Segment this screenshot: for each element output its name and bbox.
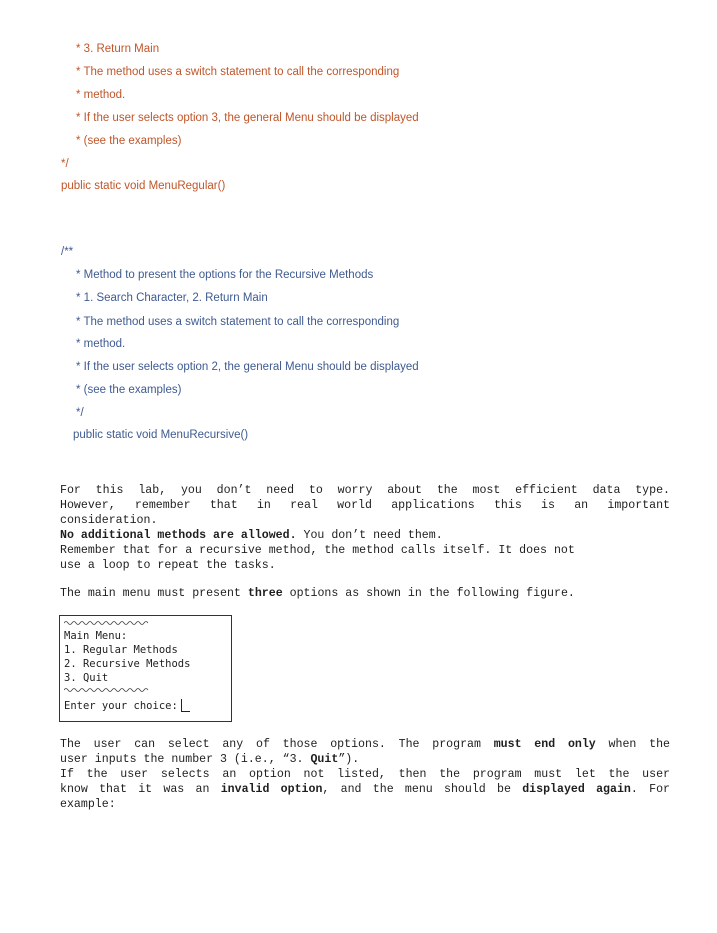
code-comment-line: * 1. Search Character, 2. Return Main [76,292,268,304]
bold-text: three [247,587,283,600]
text-line [60,737,670,752]
text-fragment: , and the menu should be [322,783,523,796]
squiggle-divider-icon [64,620,150,625]
code-comment-line: */ [76,407,84,419]
console-prompt-text: Enter your choice: [64,700,178,712]
text-line: Remember that for a recursive method, the method calls itself. It does not [60,544,575,557]
code-comment-line: * If the user selects option 3, the general Menu should be displayed [76,112,419,124]
code-comment-line: * method. [76,89,126,101]
bold-text: No additional methods are allowed. [60,529,297,542]
text-line [60,586,670,601]
console-menu-title: Main Menu: [64,630,128,642]
code-comment-close: */ [61,158,69,170]
text-fragment: You don’t need them. [296,529,443,542]
text-fragment: . For [630,783,670,796]
code-comment-open: /** [61,246,74,258]
instructions-paragraph [60,483,670,573]
code-comment-line: * method. [76,338,126,350]
text-fragment: when the [595,738,671,751]
text-line: consideration. [60,514,158,527]
text-fragment: know that it was an [60,783,221,796]
text-fragment: The user can select any of those options. The program [60,738,494,751]
bold-text: Quit [310,753,339,766]
text-fragment: options as shown in the following figure. [282,587,575,600]
text-cursor-icon [181,699,190,712]
text-fragment: The main menu must present [60,587,248,600]
code-comment-line: * (see the examples) [76,384,182,396]
user-input-paragraph [60,737,670,812]
text-line: For this lab, you don’t need to worry about the most efficient data type. [60,484,670,497]
text-line: example: [60,798,116,811]
squiggle-divider-icon [64,687,150,692]
console-option-recursive: 2. Recursive Methods [64,658,191,670]
bold-text: displayed again [522,783,631,796]
text-line: use a loop to repeat the tasks. [60,559,276,572]
method-signature-menu-recursive: public static void MenuRecursive() [73,429,249,441]
main-menu-console-figure [59,615,232,722]
code-comment-line: * (see the examples) [76,135,182,147]
text-line [60,528,670,543]
text-fragment: ”). [338,753,360,766]
text-line: If the user selects an option not listed, then the program must let the user [60,768,670,781]
code-comment-line: * 3. Return Main [76,43,160,55]
console-option-regular: 1. Regular Methods [64,644,178,656]
bold-text: invalid option [220,783,323,796]
console-option-quit: 3. Quit [64,672,109,684]
text-line [60,782,670,797]
code-comment-line: * The method uses a switch statement to call the corresponding [76,316,400,328]
method-signature-menu-regular: public static void MenuRegular() [61,180,226,192]
text-line: However, remember that in real world applications this is an important [60,499,670,512]
console-prompt [64,699,190,713]
code-comment-line: * Method to present the options for the Recursive Methods [76,269,374,281]
text-fragment: user inputs the number 3 (i.e., “3. [60,753,311,766]
code-comment-line: * If the user selects option 2, the general Menu should be displayed [76,361,419,373]
main-menu-intro [60,586,670,601]
code-comment-line: * The method uses a switch statement to call the corresponding [76,66,400,78]
text-line [60,752,670,767]
bold-text: must end only [493,738,596,751]
